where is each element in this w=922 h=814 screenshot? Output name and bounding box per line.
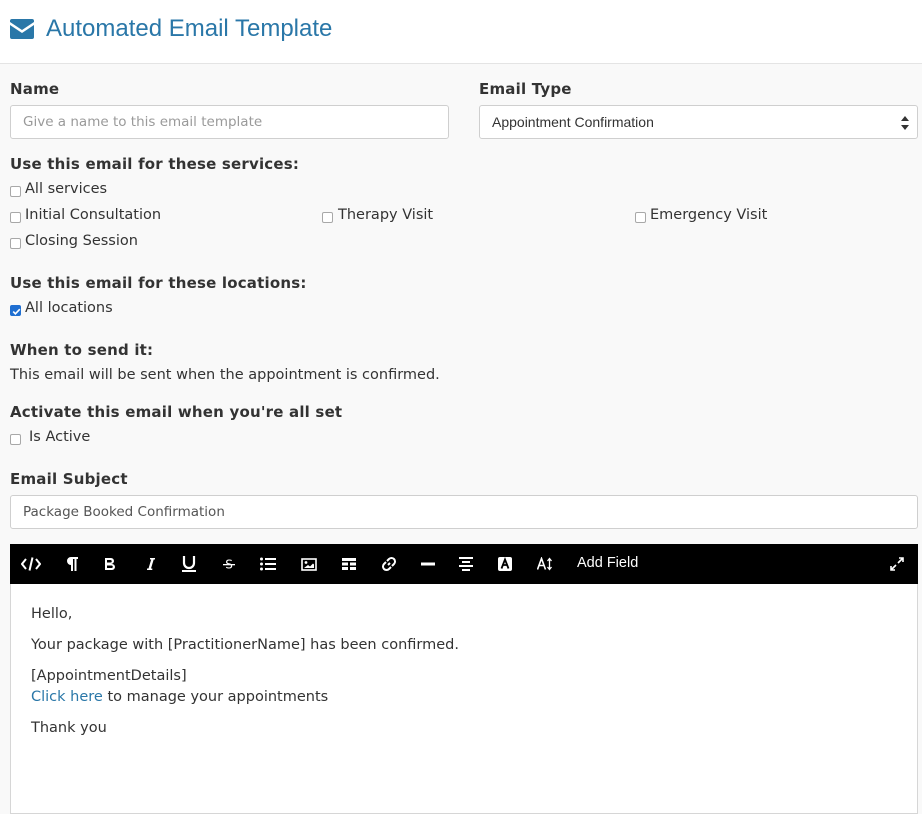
- select-arrows-icon: [901, 115, 909, 135]
- italic-icon[interactable]: [141, 554, 161, 574]
- locations-label: Use this email for these locations:: [10, 274, 307, 292]
- manage-appointments-link[interactable]: Click here: [31, 689, 103, 705]
- envelope-icon: [10, 19, 34, 43]
- strikethrough-icon[interactable]: [219, 554, 239, 574]
- add-field-button[interactable]: Add Field: [577, 555, 639, 571]
- initial-consultation-label: Initial Consultation: [25, 207, 162, 223]
- bold-icon[interactable]: [100, 554, 120, 574]
- page-title: Automated Email Template: [46, 15, 333, 42]
- all-services-label: All services: [25, 181, 108, 197]
- services-label: Use this email for these services:: [10, 155, 300, 173]
- insert-link-icon[interactable]: [379, 554, 399, 574]
- subject-input[interactable]: [10, 495, 918, 529]
- body-line-2: [AppointmentDetails]: [31, 668, 187, 684]
- all-locations-label: All locations: [25, 300, 113, 316]
- initial-consultation-checkbox[interactable]: [10, 212, 21, 223]
- paragraph-icon[interactable]: [62, 554, 82, 574]
- subject-label: Email Subject: [10, 470, 128, 488]
- unordered-list-icon[interactable]: [258, 554, 278, 574]
- email-type-label: Email Type: [479, 80, 572, 98]
- activate-label: Activate this email when you're all set: [10, 403, 343, 421]
- email-type-select[interactable]: [479, 105, 918, 139]
- insert-table-icon[interactable]: [339, 554, 359, 574]
- editor-toolbar: [10, 544, 918, 584]
- emergency-visit-label: Emergency Visit: [650, 207, 768, 223]
- email-body-editor[interactable]: [10, 584, 918, 814]
- therapy-visit-checkbox[interactable]: [322, 212, 333, 223]
- name-label: Name: [10, 80, 60, 98]
- emergency-visit-checkbox[interactable]: [635, 212, 646, 223]
- body-greeting: Hello,: [31, 606, 73, 622]
- body-link-suffix: to manage your appointments: [102, 689, 329, 705]
- underline-icon[interactable]: [179, 554, 199, 574]
- code-view-icon[interactable]: [21, 554, 41, 574]
- closing-session-checkbox[interactable]: [10, 238, 21, 249]
- page-header: [0, 0, 922, 64]
- body-line-1: Your package with [PractitionerName] has been confirmed.: [31, 637, 459, 653]
- body-manage-line: [31, 689, 328, 705]
- align-icon[interactable]: [456, 554, 476, 574]
- closing-session-label: Closing Session: [25, 233, 138, 249]
- is-active-label: Is Active: [29, 429, 91, 445]
- all-services-checkbox[interactable]: [10, 186, 21, 197]
- email-type-selected: Appointment Confirmation: [492, 114, 654, 130]
- font-size-icon[interactable]: [535, 554, 555, 574]
- all-locations-checkbox[interactable]: [10, 305, 21, 316]
- horizontal-rule-icon[interactable]: [418, 554, 438, 574]
- font-color-icon[interactable]: [495, 554, 515, 574]
- therapy-visit-label: Therapy Visit: [338, 207, 434, 223]
- name-input[interactable]: [10, 105, 449, 139]
- is-active-checkbox[interactable]: [10, 434, 21, 445]
- check-icon: [11, 306, 22, 317]
- when-text: This email will be sent when the appointment is confirmed.: [10, 367, 440, 383]
- body-closing: Thank you: [31, 720, 107, 736]
- when-label: When to send it:: [10, 341, 154, 359]
- insert-image-icon[interactable]: [299, 554, 319, 574]
- fullscreen-icon[interactable]: [887, 554, 907, 574]
